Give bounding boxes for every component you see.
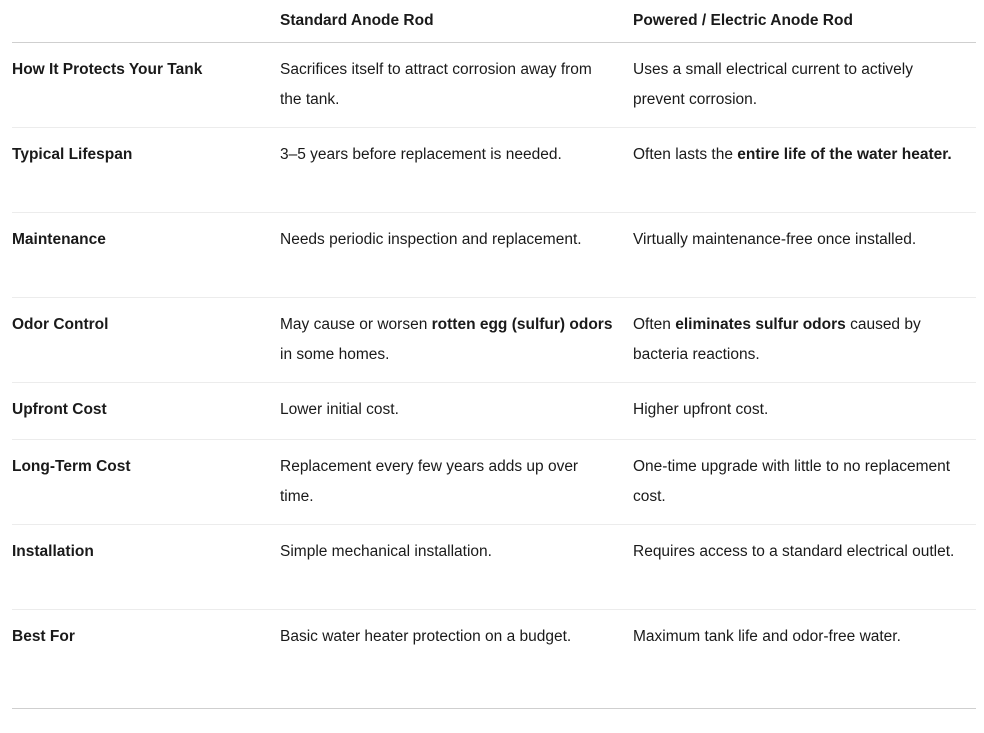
cell-text: 3–5 years before replacement is needed. <box>280 146 562 163</box>
table-row <box>12 298 976 383</box>
bold-text: eliminates sulfur odors <box>675 316 846 333</box>
row-label: Installation <box>12 525 280 610</box>
powered-cell <box>633 43 976 128</box>
cell-text: Requires access to a standard electrical outlet. <box>633 543 955 560</box>
powered-cell <box>633 383 976 440</box>
powered-cell <box>633 128 976 213</box>
header-row <box>12 0 976 43</box>
table-row <box>12 213 976 298</box>
cell-text: Uses a small electrical current to actively prevent corrosion. <box>633 61 913 108</box>
cell-text: in some homes. <box>280 346 390 363</box>
header-powered-anode-rod: Powered / Electric Anode Rod <box>633 0 976 43</box>
cell-text: Higher upfront cost. <box>633 401 769 418</box>
standard-cell <box>280 383 633 440</box>
table-row <box>12 43 976 128</box>
table-row <box>12 610 976 709</box>
cell-text: Simple mechanical installation. <box>280 543 492 560</box>
powered-cell <box>633 213 976 298</box>
standard-cell <box>280 525 633 610</box>
table-header <box>12 0 976 43</box>
standard-cell <box>280 298 633 383</box>
cell-text: Often <box>633 316 676 333</box>
header-standard-anode-rod: Standard Anode Rod <box>280 0 633 43</box>
cell-text: May cause or worsen <box>280 316 432 333</box>
cell-text: Basic water heater protection on a budget. <box>280 628 572 645</box>
cell-text: One-time upgrade with little to no replacement cost. <box>633 458 951 505</box>
cell-text: Often lasts the <box>633 146 738 163</box>
powered-cell <box>633 525 976 610</box>
cell-text: Lower initial cost. <box>280 401 399 418</box>
powered-cell <box>633 610 976 709</box>
row-label: Long-Term Cost <box>12 440 280 525</box>
standard-cell <box>280 213 633 298</box>
row-label: Best For <box>12 610 280 709</box>
powered-cell <box>633 440 976 525</box>
bold-text: rotten egg (sulfur) odors <box>431 316 613 333</box>
comparison-table <box>12 0 976 709</box>
cell-text: Virtually maintenance-free once installed. <box>633 231 917 248</box>
bold-text: entire life of the water heater. <box>737 146 952 163</box>
cell-text: Sacrifices itself to attract corrosion away from the tank. <box>280 61 592 108</box>
standard-cell <box>280 440 633 525</box>
row-label: Upfront Cost <box>12 383 280 440</box>
row-label: Odor Control <box>12 298 280 383</box>
row-label: Maintenance <box>12 213 280 298</box>
table-row <box>12 440 976 525</box>
header-empty <box>12 0 280 43</box>
row-label: Typical Lifespan <box>12 128 280 213</box>
standard-cell <box>280 610 633 709</box>
cell-text: caused by bacteria reactions. <box>633 316 921 363</box>
row-label: How It Protects Your Tank <box>12 43 280 128</box>
table-row <box>12 383 976 440</box>
standard-cell <box>280 43 633 128</box>
table-row <box>12 128 976 213</box>
cell-text: Replacement every few years adds up over time. <box>280 458 579 505</box>
table-body <box>12 43 976 709</box>
cell-text: Needs periodic inspection and replacement. <box>280 231 582 248</box>
table-row <box>12 525 976 610</box>
standard-cell <box>280 128 633 213</box>
cell-text: Maximum tank life and odor-free water. <box>633 628 901 645</box>
powered-cell <box>633 298 976 383</box>
comparison-table-container <box>12 0 976 709</box>
